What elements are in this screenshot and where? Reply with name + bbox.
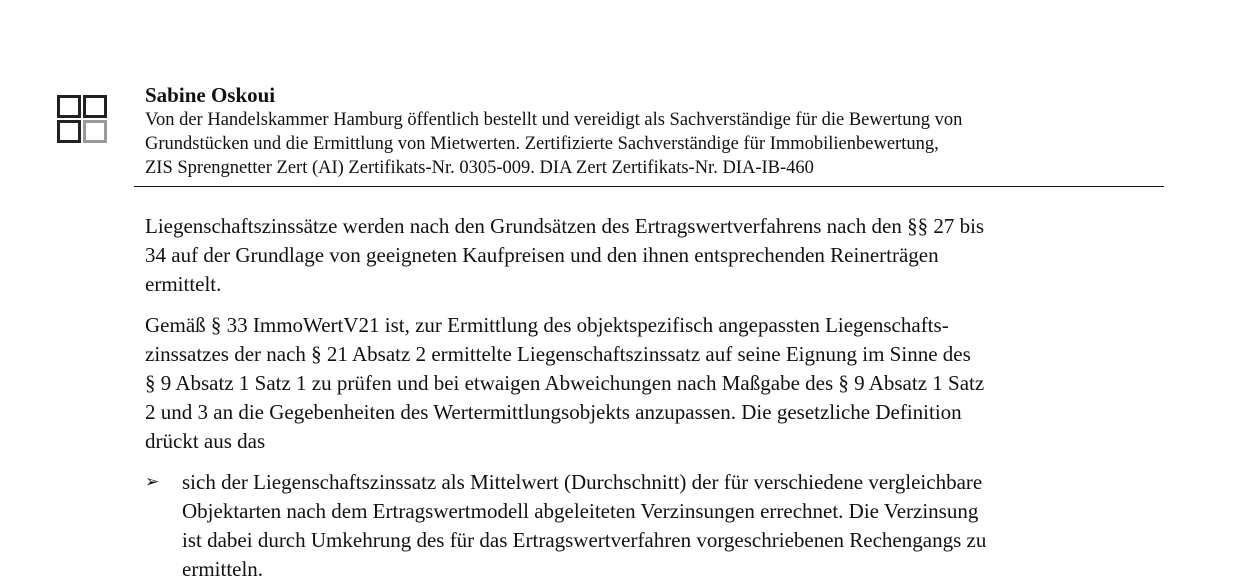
- bullet-line: ermitteln.: [182, 557, 264, 580]
- paragraph-line: zinssatzes der nach § 21 Absatz 2 ermittelte Liegenschaftszinssatz auf seine Eignung im Sinne des: [145, 342, 971, 366]
- logo-square-top-left: [57, 95, 81, 118]
- bullet-line: ist dabei durch Umkehrung des für das Ertragswertverfahren vorgeschriebenen Rechengangs zu: [182, 528, 987, 552]
- list-item: [145, 468, 1155, 580]
- letterhead-name: Sabine Oskoui: [145, 83, 276, 107]
- paragraph-line: 2 und 3 an die Gegebenheiten des Wertermittlungsobjekts anzupassen. Die gesetzliche Definition: [145, 400, 962, 424]
- letterhead-line: Grundstücken und die Ermittlung von Mietwerten. Zertifizierte Sachverständige für Immobilienbewertung,: [145, 134, 939, 154]
- paragraph-liegenschaftszinssaetze: [145, 212, 1155, 299]
- letterhead: [145, 82, 1145, 180]
- logo-square-bottom-left: [57, 120, 81, 143]
- logo-square-top-right: [83, 95, 107, 118]
- paragraph-line: ermittelt.: [145, 272, 222, 296]
- bullet-list: [145, 468, 1155, 580]
- paragraph-line: Gemäß § 33 ImmoWertV21 ist, zur Ermittlung des objektspezifisch angepassten Liegenschafts-: [145, 313, 949, 337]
- paragraph-immowertv21: [145, 311, 1155, 456]
- letterhead-line: Von der Handelskammer Hamburg öffentlich bestellt und vereidigt als Sachverständige für die Bewertung von: [145, 110, 963, 130]
- paragraph-line: Liegenschaftszinssätze werden nach den Grundsätzen des Ertragswertverfahrens nach den §§ 27 bis: [145, 214, 985, 238]
- bullet-line: Objektarten nach dem Ertragswertmodell abgeleiteten Verzinsungen errechnet. Die Verzinsung: [182, 499, 979, 523]
- logo-square-bottom-right: [83, 120, 107, 143]
- paragraph-line: drückt aus das: [145, 429, 266, 453]
- bullet-line: sich der Liegenschaftszinssatz als Mittelwert (Durchschnitt) der für verschiedene vergleichbare: [182, 470, 983, 494]
- paragraph-line: 34 auf der Grundlage von geeigneten Kaufpreisen und den ihnen entsprechenden Reinerträgen: [145, 243, 939, 267]
- document-body: [145, 212, 1155, 580]
- four-squares-logo-icon: [57, 95, 109, 145]
- letterhead-line: ZIS Sprengnetter Zert (AI) Zertifikats-Nr. 0305-009. DIA Zert Zertifikats-Nr. DIA-IB-460: [145, 158, 814, 178]
- letterhead-divider: [134, 186, 1164, 187]
- paragraph-line: § 9 Absatz 1 Satz 1 zu prüfen und bei etwaigen Abweichungen nach Maßgabe des § 9 Absatz 1 Satz: [145, 371, 985, 395]
- arrow-bullet-icon: ➢: [145, 472, 160, 492]
